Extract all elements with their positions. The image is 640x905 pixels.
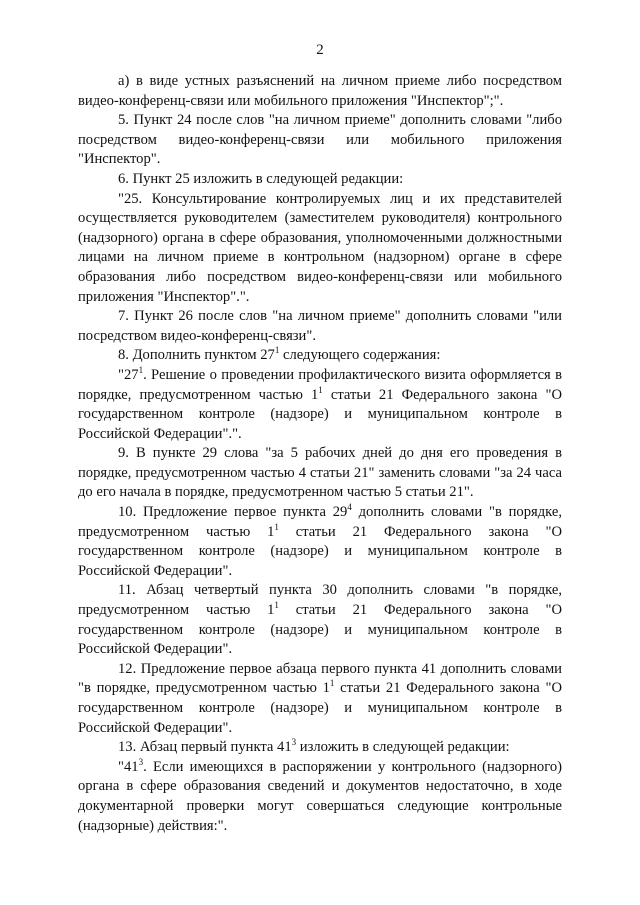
paragraph xyxy=(78,72,562,111)
paragraph-text: 9. В пункте 29 слова "за 5 рабочих дней до дня его проведения в порядке, предусмотренном частью 4 статьи 21" заменить словами "за 24 часа до его начала в порядке, предусмотренном частью 5 статьи 21". xyxy=(78,445,562,501)
superscript: 1 xyxy=(318,384,323,395)
paragraph-text: "41 xyxy=(118,758,139,775)
paragraph-text: . Решение о проведении профилактического визита оформляется в порядке, предусмотренном частью 1 xyxy=(78,366,562,403)
paragraph-text: статьи 21 Федерального закона "О государственном контроле (надзоре) и муниципальном контроле в Российской Федерации". xyxy=(78,680,563,736)
paragraph-text: 6. Пункт 25 изложить в следующей редакции: xyxy=(118,170,404,187)
paragraph-text: статьи 21 Федерального закона "О государственном контроле (надзоре) и муниципальном контроле в Российской Федерации". xyxy=(78,523,562,579)
paragraph xyxy=(78,581,562,659)
paragraph-text: 13. Абзац первый пункта 41 xyxy=(118,739,292,756)
document-body xyxy=(78,72,562,836)
paragraph xyxy=(78,111,562,170)
paragraph-text: . Если имеющихся в распоряжении у контрольного (надзорного) органа в сфере образования сведений и документов недостаточно, в ходе документарной проверки могут совершаться следующие контрольные (надзорные) действия:". xyxy=(78,758,562,834)
paragraph xyxy=(78,170,562,190)
superscript: 1 xyxy=(274,345,280,356)
paragraph xyxy=(78,190,562,308)
paragraph-text: а) в виде устных разъяснений на личном приеме либо посредством видео-конференц-связи или мобильного приложения "Инспектор";". xyxy=(78,73,562,109)
paragraph-text: 8. Дополнить пунктом 27 xyxy=(118,347,275,364)
superscript: 3 xyxy=(291,737,297,748)
paragraph xyxy=(78,503,562,581)
paragraph-text: статьи 21 Федерального закона "О государственном контроле (надзоре) и муниципальном контроле в Российской Федерации". xyxy=(78,602,562,658)
paragraph-text: статьи 21 Федерального закона "О государственном контроле (надзоре) и муниципальном контроле в Российской Федерации".". xyxy=(78,386,562,442)
page-number: 2 xyxy=(316,42,324,58)
paragraph-text: 7. Пункт 26 после слов "на личном приеме" дополнить словами "или посредством видео-конференц-связи". xyxy=(78,308,562,344)
paragraph xyxy=(78,660,562,738)
superscript: 1 xyxy=(138,365,144,376)
paragraph-text: 10. Предложение первое пункта 29 xyxy=(118,504,348,521)
superscript: 1 xyxy=(329,678,335,689)
paragraph-text: 12. Предложение первое абзаца первого пункта 41 дополнить словами "в порядке, предусмотренном частью 1 xyxy=(78,660,562,697)
paragraph-text: "27 xyxy=(118,366,139,383)
paragraph-text: "25. Консультирование контролируемых лиц и их представителей осуществляется руководителем (заместителем руководителя) контрольного (надзорного) органа в сфере образования, уполномоченными должностными лицами на личном приеме в контрольном (надзорном) органе в сфере образования либо посредством видео-конференц-связи или мобильного приложения "Инспектор".". xyxy=(78,190,562,305)
superscript: 3 xyxy=(138,756,144,767)
paragraph-text: 5. Пункт 24 после слов "на личном приеме" дополнить словами "либо посредством видео-конференц-связи или мобильного приложения "Инспектор". xyxy=(78,112,562,168)
paragraph-text: 11. Абзац четвертый пункта 30 дополнить словами "в порядке, предусмотренном частью 1 xyxy=(78,582,562,619)
paragraph xyxy=(78,346,562,366)
superscript: 1 xyxy=(274,600,279,611)
paragraph xyxy=(78,758,562,836)
paragraph xyxy=(78,307,562,346)
paragraph xyxy=(78,444,562,503)
paragraph xyxy=(78,738,562,758)
paragraph-text: изложить в следующей редакции: xyxy=(296,739,510,756)
paragraph-text: следующего содержания: xyxy=(279,347,441,364)
paragraph xyxy=(78,366,562,444)
superscript: 1 xyxy=(274,521,279,532)
paragraph-text: дополнить словами "в порядке, предусмотренном частью 1 xyxy=(78,504,562,540)
superscript: 4 xyxy=(347,502,352,513)
